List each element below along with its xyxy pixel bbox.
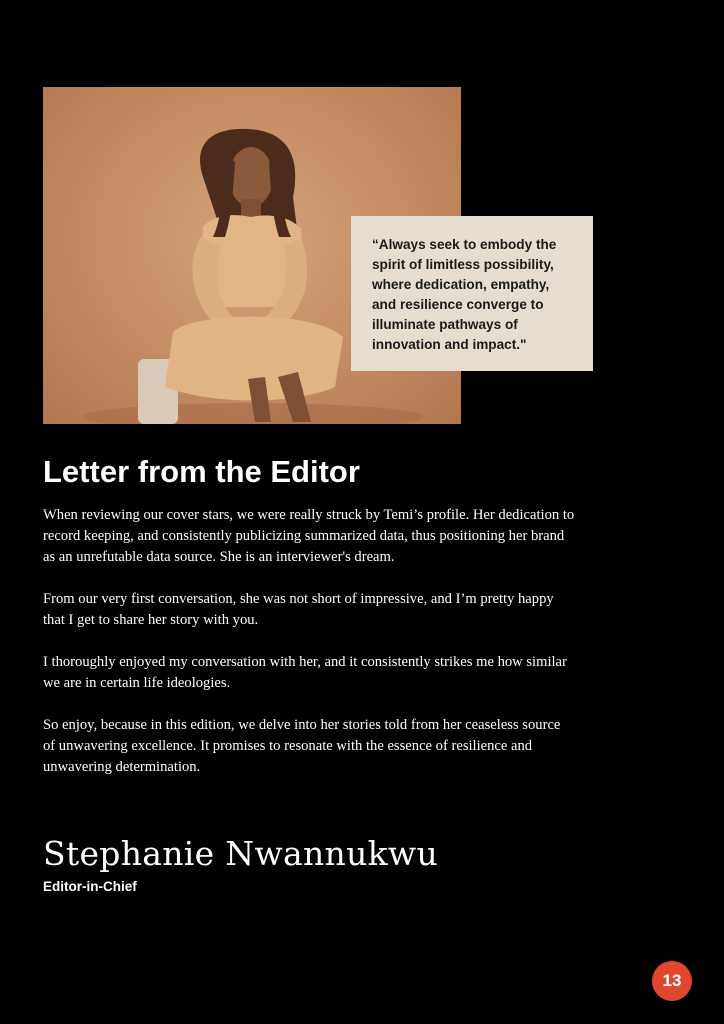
article-body — [43, 505, 673, 799]
page-number-badge: 13 — [652, 961, 692, 1001]
pull-quote-text: “Always seek to embody the spirit of limitless possibility, where dedication, empathy, and resilience converge to illuminate pathways of innovation and impact." — [372, 237, 557, 352]
article-paragraph: So enjoy, because in this edition, we delve into her stories told from her ceaseless source of unwavering excellence. It promises to resonate with the essence of resilience and unwavering determination. — [43, 717, 561, 775]
article-paragraph: When reviewing our cover stars, we were really struck by Temi’s profile. Her dedication to record keeping, and consistently publicizing summarized data, thus positioning her brand as an unrefutable data source. She is an interviewer's dream. — [43, 507, 575, 565]
article-paragraph: I thoroughly enjoyed my conversation with her, and it consistently strikes me how similar we are in certain life ideologies. — [43, 654, 567, 691]
article-heading: Letter from the Editor — [43, 454, 360, 489]
article-paragraph: From our very first conversation, she was not short of impressive, and I’m pretty happy that I get to share her story with you. — [43, 591, 554, 628]
editor-signature-name: Stephanie Nwannukwu — [43, 834, 439, 873]
pull-quote-box — [351, 216, 593, 371]
editor-role: Editor-in-Chief — [43, 879, 137, 894]
